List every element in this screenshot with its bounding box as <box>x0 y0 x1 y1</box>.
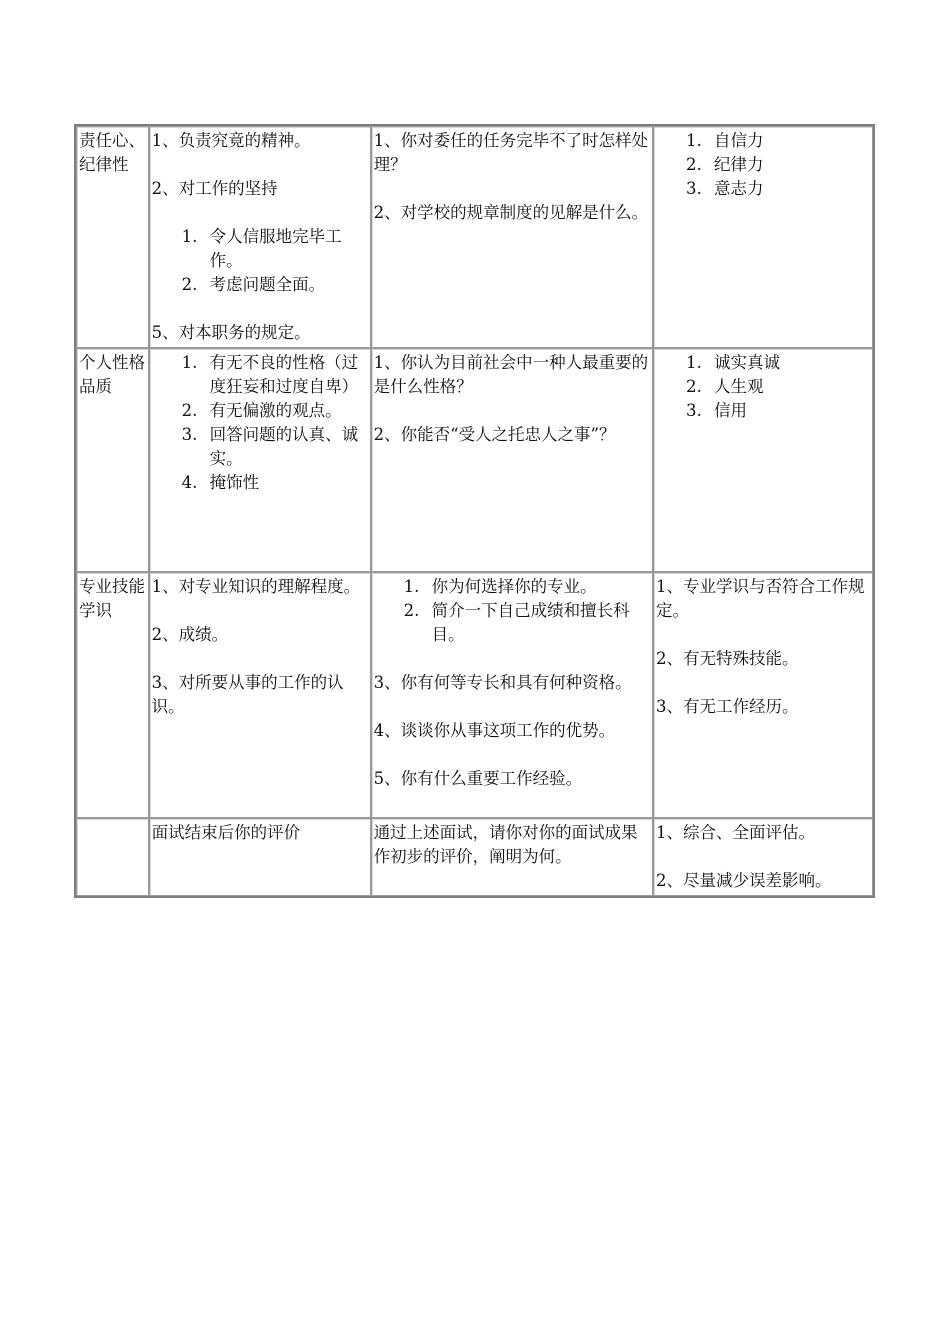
question-item: 1、你认为目前社会中一种人最重要的是什么性格？ <box>373 353 649 396</box>
question-item: 4、谈谈你从事这项工作的优势。 <box>373 721 616 740</box>
focus-cell <box>653 126 873 348</box>
question-item: 3、你有何等专长和具有何种资格。 <box>373 673 632 692</box>
list-item: 2. 人生观 <box>686 377 764 396</box>
list-item: 1. 令人信服地完毕工作。 <box>181 227 342 270</box>
list-item: 1. 有无不良的性格（过度狂妄和过度自卑） <box>181 353 359 396</box>
question-cell <box>371 348 653 572</box>
question-item: 5、你有什么重要工作经验。 <box>373 769 583 788</box>
list-item: 2. 简介一下自己成绩和擅长科目。 <box>403 601 630 644</box>
question-item: 1、你对委任的任务完毕不了时怎样处理？ <box>373 131 649 174</box>
interview-table <box>74 124 875 898</box>
table-row <box>76 348 873 572</box>
question-cell: 通过上述面试，请你对你的面试成果作初步的评价，阐明为何。 <box>371 818 653 896</box>
category-cell: 个人性格品质 <box>76 348 149 572</box>
focus-item: 2、有无特殊技能。 <box>656 649 799 668</box>
criteria-item: 2、对工作的坚持 <box>151 179 278 198</box>
list-item: 3. 回答问题的认真、诚实。 <box>181 425 359 468</box>
criteria-cell <box>149 572 371 818</box>
question-list <box>374 575 650 647</box>
criteria-item: 2、成绩。 <box>151 625 229 644</box>
list-item: 2. 纪律力 <box>686 155 764 174</box>
focus-cell <box>653 818 873 896</box>
criteria-cell <box>149 126 371 348</box>
list-item: 4. 掩饰性 <box>181 473 260 492</box>
focus-item: 1、专业学识与否符合工作规定。 <box>656 577 865 620</box>
focus-cell <box>653 348 873 572</box>
focus-list <box>656 351 870 423</box>
focus-item: 2、尽量减少误差影响。 <box>656 871 832 890</box>
criteria-item: 1、对专业知识的理解程度。 <box>151 577 361 596</box>
category-cell <box>76 818 149 896</box>
criteria-cell: 面试结束后你的评价 <box>149 818 371 896</box>
list-item: 2. 考虑问题全面。 <box>181 275 326 294</box>
criteria-item: 3、对所要从事的工作的认识。 <box>151 673 344 716</box>
list-item: 3. 信用 <box>686 401 747 420</box>
list-item: 3. 意志力 <box>686 179 764 198</box>
question-item: 2、你能否“受人之托忠人之事”？ <box>373 425 616 444</box>
list-item: 1. 你为何选择你的专业。 <box>403 577 597 596</box>
category-cell: 责任心、纪律性 <box>76 126 149 348</box>
focus-item: 3、有无工作经历。 <box>656 697 799 716</box>
focus-list <box>656 129 870 201</box>
question-cell <box>371 572 653 818</box>
list-item: 2. 有无偏激的观点。 <box>181 401 342 420</box>
focus-item: 1、综合、全面评估。 <box>656 823 815 842</box>
criteria-item: 1、负责究竟的精神。 <box>151 131 311 150</box>
list-item: 1. 自信力 <box>686 131 764 150</box>
criteria-item: 5、对本职务的规定。 <box>151 323 311 342</box>
category-cell: 专业技能学识 <box>76 572 149 818</box>
table-row <box>76 572 873 818</box>
criteria-list <box>152 351 368 495</box>
question-item: 2、对学校的规章制度的见解是什么。 <box>373 203 649 222</box>
list-item: 1. 诚实真诚 <box>686 353 780 372</box>
criteria-cell <box>149 348 371 572</box>
table-row <box>76 818 873 896</box>
focus-cell <box>653 572 873 818</box>
table-row <box>76 126 873 348</box>
question-cell <box>371 126 653 348</box>
criteria-list <box>152 225 368 297</box>
